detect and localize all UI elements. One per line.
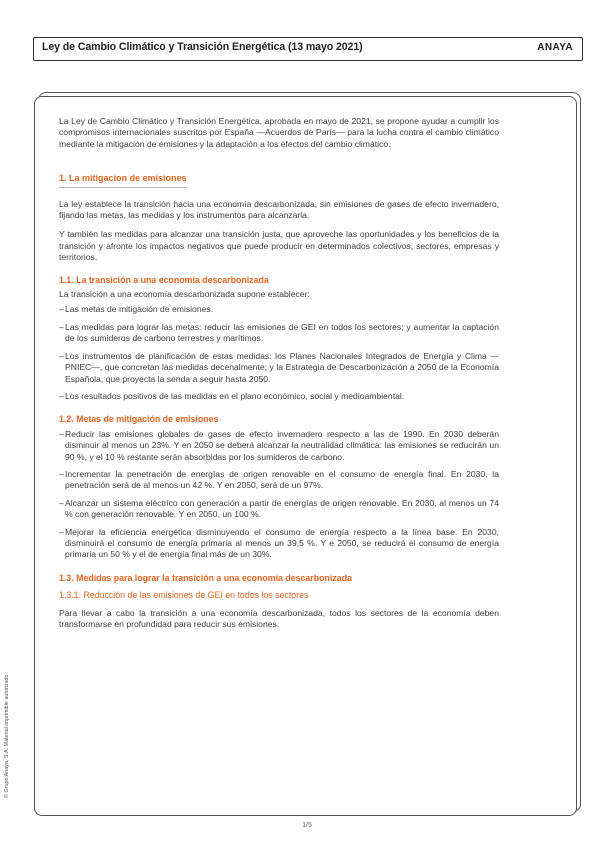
page-number: 1/5 <box>302 822 312 829</box>
list-item: – Reducir las emisiones globales de gases de efecto invernadero respecto a las de 1990. En 2030 deberán disminuir al menos un 23%. Y en 2050 se deberá alcanzar la neutralidad climática: las emisiones se reducirán un 90 %, y el 10 % restante serán absorbidas por los sumideros de carbono. <box>59 429 499 463</box>
section-1-3-1-paragraph: Para llevar a cabo la transición a una economía descarbonizada, todos los sectores de la economía deben transformarse en profundidad para reducir sus emisiones. <box>59 607 499 629</box>
brand-logo: ANAYA <box>537 42 573 53</box>
section-1-2-list <box>59 429 499 561</box>
list-item: – Los instrumentos de planificación de estas medidas: los Planes Nacionales Integrados de Energía y Clima —PNIEC—, que concretan las medidas decenalmente; y la Estrategia de Descarbonización a 2050 de la Economía Española, que proyecta la senda a seguir hasta 2050. <box>59 351 499 385</box>
list-item: – Incrementar la penetración de energías de origen renovable en el consumo de energía final. En 2030, la penetración será de al menos un 42 %. Y en 2050, será de un 97%. <box>59 469 499 492</box>
list-item: – Los resultados positivos de las medidas en el plano económico, social y medioambiental. <box>59 391 499 402</box>
section-1-3-1-heading: 1.3.1. Reducción de las emisiones de GEI en todos los sectores <box>59 590 309 601</box>
intro-paragraph: La Ley de Cambio Climático y Transición Energética, aprobada en mayo de 2021, se propone ayudar a cumplir los compromisos internacionales suscritos por España —Acuerdos de París— para la lucha contra el cambio climático mediante la mitigación de emisiones y la adaptación a los efectos del cambio climático. <box>59 116 499 149</box>
section-1-1-list <box>59 304 499 402</box>
section-1-paragraph-1: La ley establece la transición hacia una economía descarbonizada, sin emisiones de gases de efecto invernadero, fijando las metas, las medidas y los instrumentos para alcanzarla. <box>59 198 499 221</box>
list-item: – Las metas de mitigación de emisiones. <box>59 304 499 315</box>
section-1-3-heading: 1.3. Medidas para lograr la transición a una economía descarbonizada <box>59 572 352 583</box>
section-1-paragraph-2: Y también las medidas para alcanzar una transición justa, que aproveche las oportunidades y los beneficios de la transición y afronte los impactos negativos que puede producir en determinados colectivos, sectores, empresas y territorios. <box>59 229 499 263</box>
section-1-2-heading: 1.2. Metas de mitigación de emisiones <box>59 414 219 425</box>
list-item: – Las medidas para lograr las metas: reducir las emisiones de GEI en todos los sectores; y aumentar la captación de los sumideros de carbono terrestres y marítimos. <box>59 322 499 345</box>
document-title: Ley de Cambio Climático y Transición Energética (13 mayo 2021) <box>42 41 363 53</box>
header-bar <box>33 37 583 61</box>
list-item: – Alcanzar un sistema eléctrico con generación a partir de energías de origen renovable. En 2030, al menos un 74 % con generación renovable. Y en 2050, un 100 %. <box>59 498 499 521</box>
copyright-note: © Grupo Anaya, S.A. Material imprimible autorizado. <box>4 672 10 798</box>
section-1-1-lead: La transición a una economía descarbonizada supone establecer: <box>59 289 310 300</box>
list-item: – Mejorar la eficiencia energética disminuyendo el consumo de energía respecto a la línea base. En 2030, disminuirá el consumo de energía primaria al menos un 39,5 %. Y e 2050, se reducirá el consumo de energía primaria un 50 % y el de energía final más de un 30%. <box>59 527 499 561</box>
section-1-1-heading: 1.1. La transición a una economía descarbonizada <box>59 274 269 285</box>
section-1-heading: 1. La mitigacion de emisiones <box>59 173 187 187</box>
document-body <box>59 116 499 630</box>
